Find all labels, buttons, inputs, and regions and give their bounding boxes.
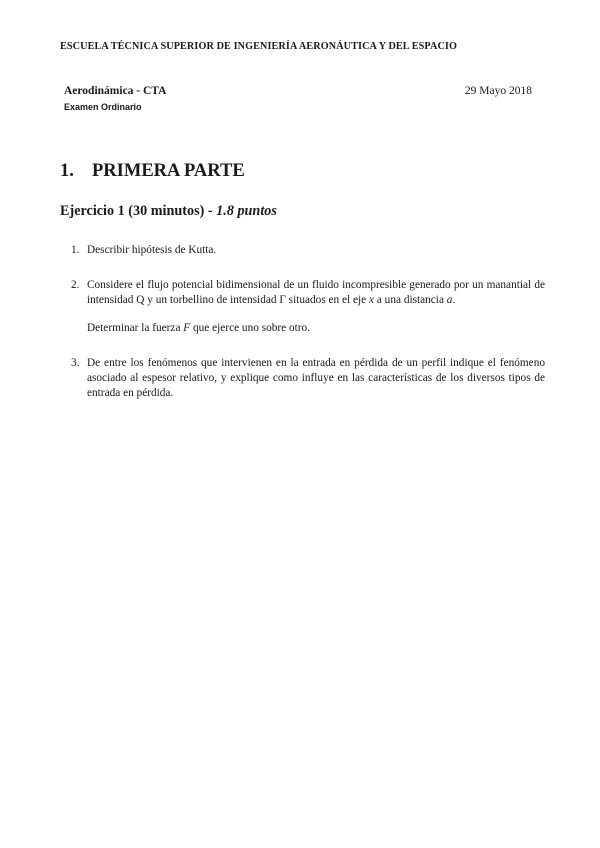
question-2 xyxy=(71,278,545,336)
course-row xyxy=(64,85,532,101)
question-text-part: . xyxy=(452,294,456,306)
school-name: ESCUELA TÉCNICA SUPERIOR DE INGENIERÍA AERONÁUTICA Y DEL ESPACIO xyxy=(60,41,458,52)
exercise-title-text: Ejercicio 1 (30 minutos) - xyxy=(60,203,217,219)
question-text-part: que ejerce uno sobre otro. xyxy=(190,322,311,334)
exam-date: 29 Mayo 2018 xyxy=(464,85,532,97)
exercise-title xyxy=(60,203,277,220)
math-variable-x: x xyxy=(369,294,375,306)
question-subtask xyxy=(87,321,545,336)
question-number: 1. xyxy=(71,244,80,256)
exercise-points: 1.8 puntos xyxy=(216,203,277,219)
question-text xyxy=(87,278,545,308)
question-text-part: a una distancia xyxy=(374,294,447,306)
question-number: 3. xyxy=(71,357,80,369)
question-text-part: Determinar la fuerza xyxy=(87,322,184,334)
question-1 xyxy=(71,243,545,258)
question-text: Describir hipótesis de Kutta. xyxy=(87,244,217,256)
math-variable-a: a xyxy=(446,294,453,306)
question-number: 2. xyxy=(71,279,80,291)
question-3 xyxy=(71,356,545,401)
question-text: De entre los fenómenos que intervienen en la entrada en pérdida de un perfil indique el fenómeno asociado al espesor relativo, y explique como influye en las características de los diversos tipos de entrada en pérdida. xyxy=(87,357,545,399)
math-variable-f: F xyxy=(183,322,191,334)
question-text-part: Considere el flujo potencial bidimensional de un fluido incompresible generado por un manantial de intensidad Q y un torbellino de intensidad Γ situados en el eje xyxy=(87,279,545,306)
exam-type: Examen Ordinario xyxy=(64,102,142,112)
course-name: Aerodinámica - CTA xyxy=(64,85,167,97)
question-list xyxy=(71,243,545,401)
section-title-text: PRIMERA PARTE xyxy=(92,161,245,181)
section-title xyxy=(60,161,245,182)
section-number: 1. xyxy=(60,161,74,181)
